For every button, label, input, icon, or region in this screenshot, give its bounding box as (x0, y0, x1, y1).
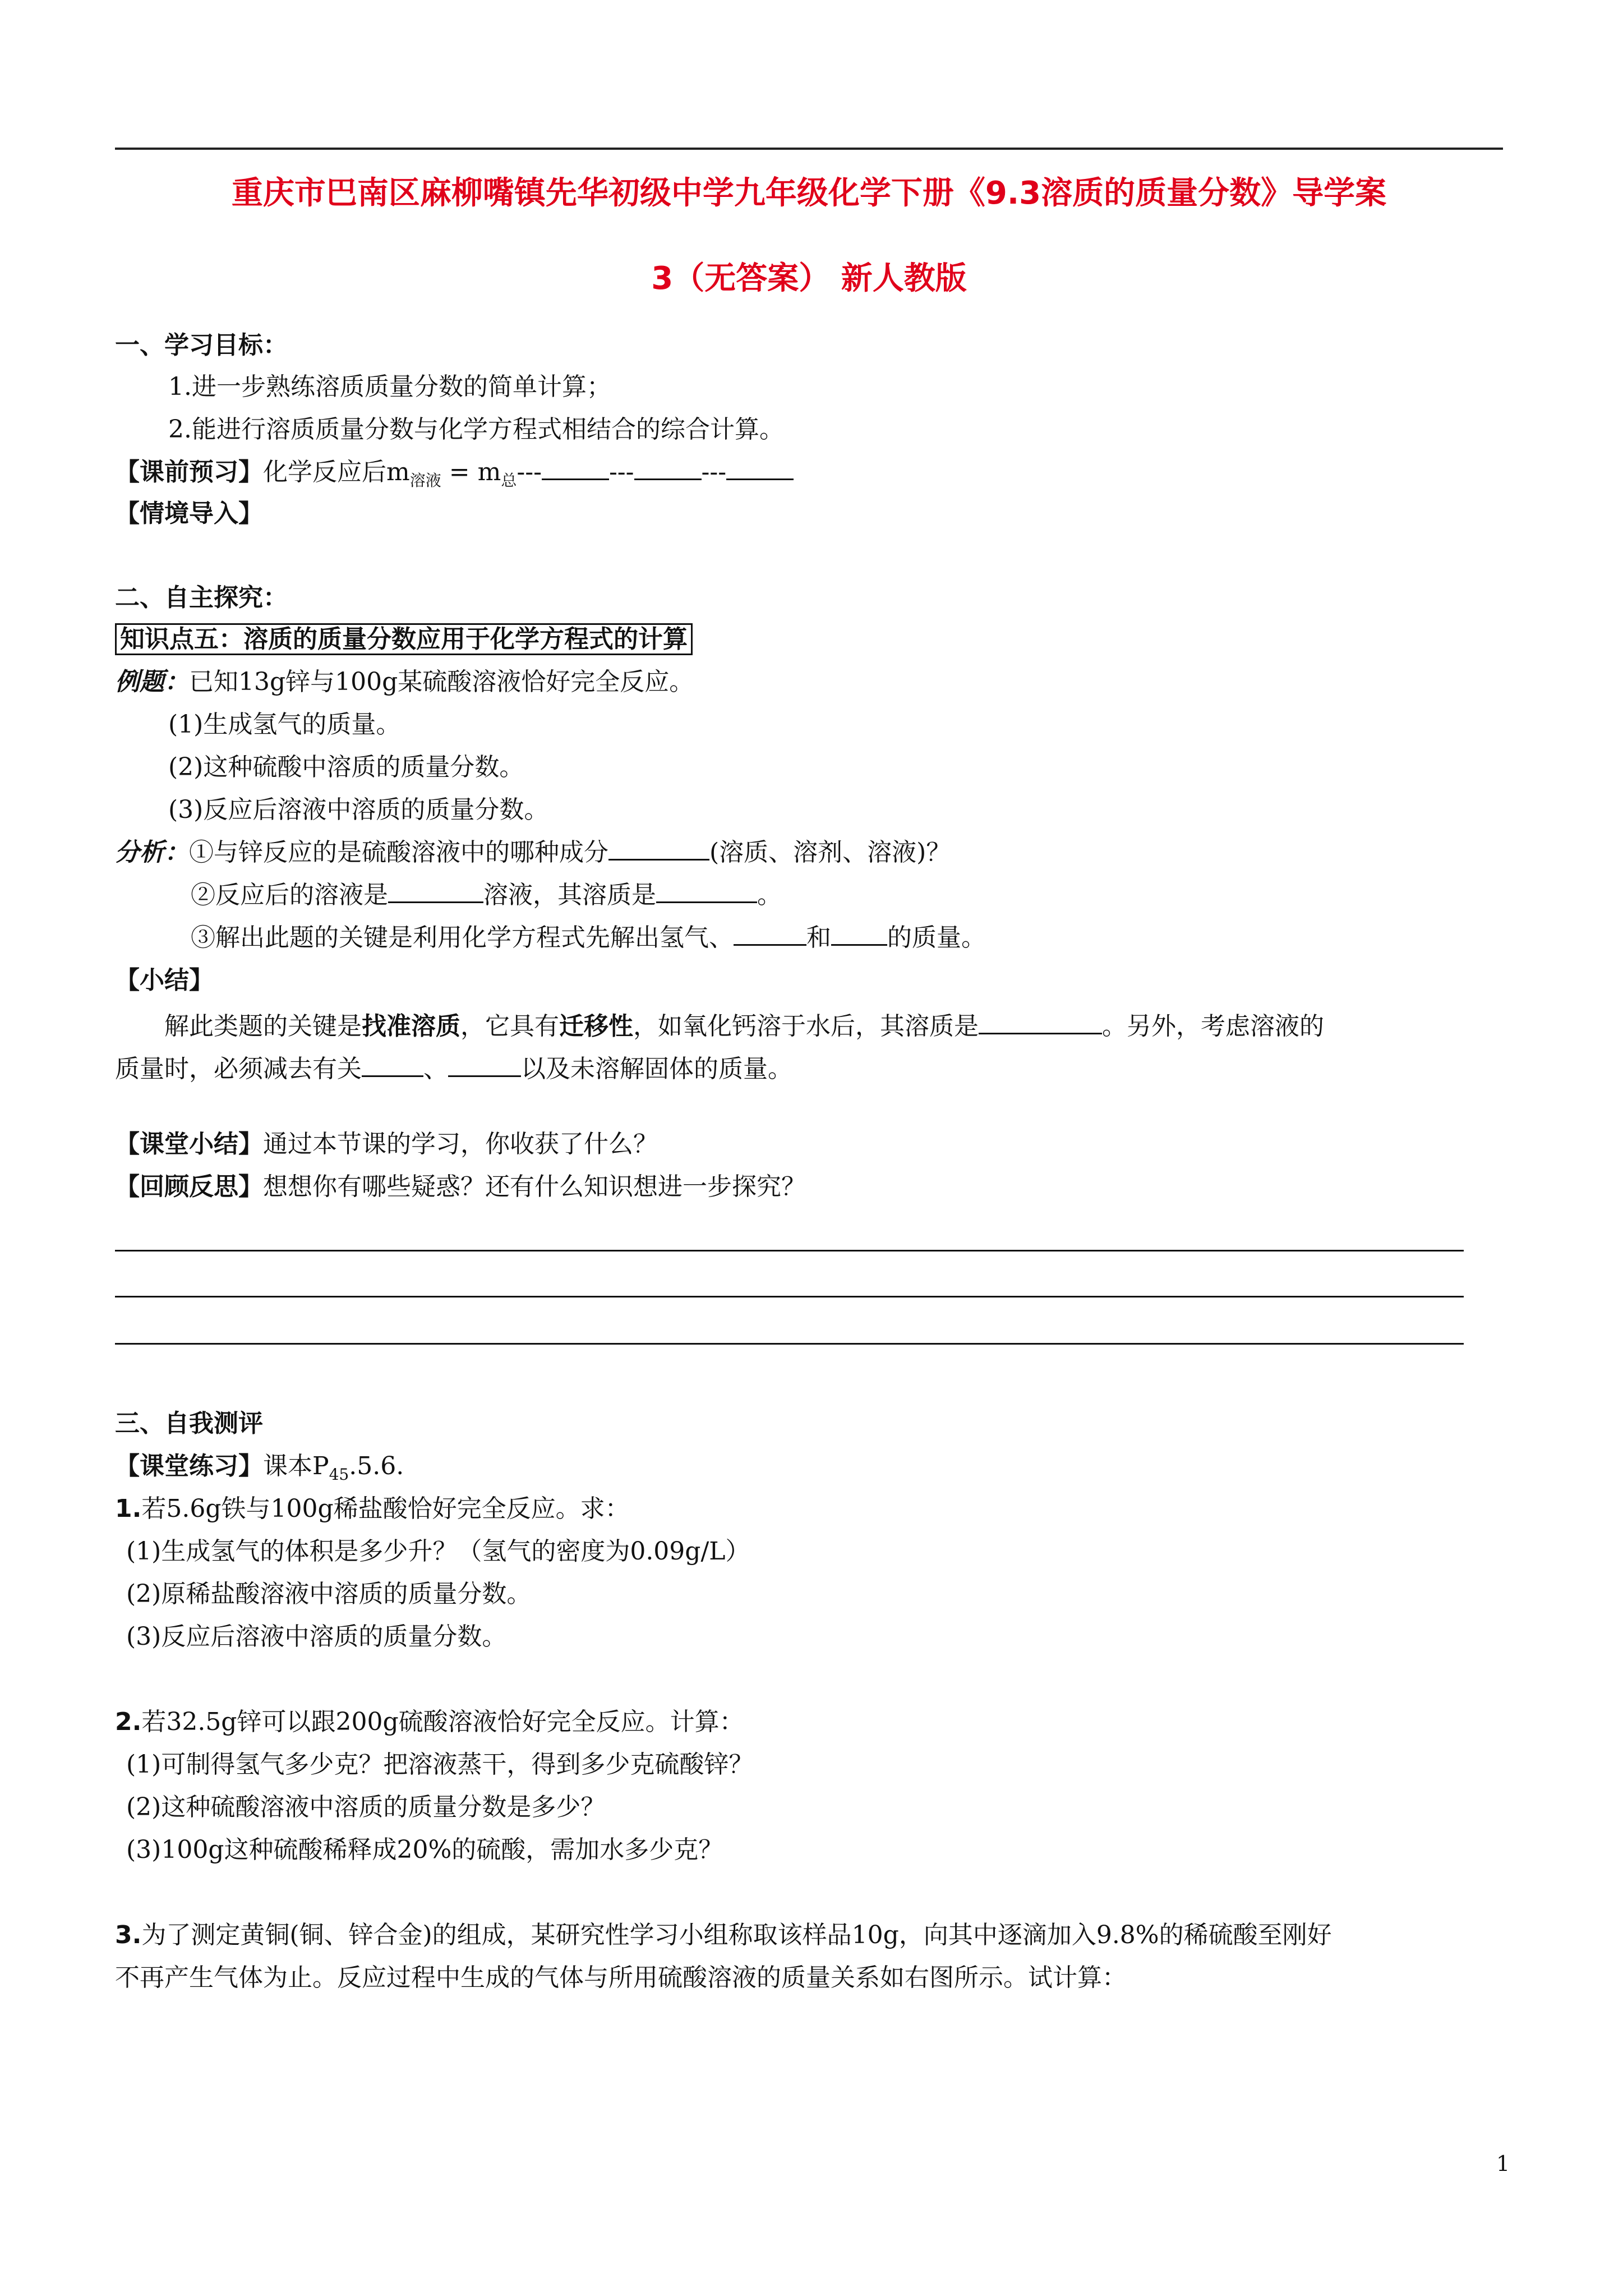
goal-2: 2.能进行溶质质量分数与化学方程式相结合的综合计算。 (168, 415, 784, 444)
analysis-blank-1 (608, 836, 709, 861)
section2-heading: 二、自主探究： (115, 583, 288, 612)
analysis-blank-4 (734, 922, 806, 946)
analysis-blank-5 (831, 922, 887, 946)
class-summary-label: 【课堂小结】 (115, 1130, 263, 1158)
title-line-2: 3（无答案） 新人教版 (651, 260, 967, 297)
reflection-label: 【回顾反思】 (115, 1172, 263, 1201)
example-item-2: (2)这种硫酸中溶质的质量分数。 (168, 753, 524, 781)
analysis-label: 分析： (115, 838, 189, 867)
goal-1: 1.进一步熟练溶质质量分数的简单计算； (168, 372, 611, 401)
q1-item-2: (2)原稀盐酸溶液中溶质的质量分数。 (126, 1580, 532, 1608)
summary-blank-1 (979, 1010, 1102, 1034)
class-summary-line: 【课堂小结】通过本节课的学习，你收获了什么？ (115, 1130, 658, 1158)
preview-blank-3 (726, 456, 794, 480)
q1-item-3: (3)反应后溶液中溶质的质量分数。 (126, 1622, 507, 1651)
summary-blank-3 (448, 1053, 521, 1077)
preview-blank-1 (542, 456, 609, 480)
page-number: 1 (1496, 2151, 1510, 2176)
preview-line: 【课前预习】化学反应后$m_{溶液} = m_总---$ --- --- (115, 455, 794, 498)
q1-item-1: (1)生成氢气的体积是多少升？（氢气的密度为0.09g/L） (126, 1537, 750, 1566)
analysis-line-1: 分析：①与锌反应的是硫酸溶液中的哪种成分 (溶质、溶剂、溶液)？ (115, 836, 951, 869)
q2-item-1: (1)可制得氢气多少克？把溶液蒸干，得到多少克硫酸锌？ (126, 1750, 754, 1779)
analysis-blank-3 (656, 879, 757, 903)
analysis-line-3: ③解出此题的关键是利用化学方程式先解出氢气、 和 的质量。 (191, 921, 986, 955)
answer-line-1 (115, 1250, 1464, 1251)
analysis-blank-2 (388, 879, 483, 903)
question-1: 1.若5.6g铁与100g稀盐酸恰好完全反应。求： (115, 1494, 630, 1523)
situation-label: 【情境导入】 (115, 499, 263, 528)
section3-heading: 三、自我测评 (115, 1409, 263, 1438)
preview-label: 【课前预习】 (115, 458, 263, 486)
summary-label: 【小结】 (115, 966, 214, 995)
example-item-3: (3)反应后溶液中溶质的质量分数。 (168, 795, 549, 824)
example-line: 例题：已知13g锌与100g某硫酸溶液恰好完全反应。 (115, 668, 694, 696)
summary-paragraph: 解此类题的关键是找准溶质，它具有迁移性，如氧化钙溶于水后，其溶质是 。另外，考虑溶液的 质量时，必须减去有关 、 以及未溶解固体的质量。 (115, 1005, 1503, 1091)
practice-label: 【课堂练习】 (115, 1452, 263, 1480)
preview-blank-2 (634, 456, 702, 480)
knowledge-box: 知识点五：溶质的质量分数应用于化学方程式的计算 (115, 623, 693, 656)
example-item-1: (1)生成氢气的质量。 (168, 710, 401, 739)
answer-line-2 (115, 1296, 1464, 1297)
question-3-line-1: 3.为了测定黄铜(铜、锌合金)的组成，某研究性学习小组称取该样品10g，向其中逐滴加入9.8%的稀硫酸至刚好 (115, 1921, 1332, 1949)
analysis-line-2: ②反应后的溶液是 溶液，其溶质是 。 (191, 878, 782, 912)
reflection-line: 【回顾反思】想想你有哪些疑惑？还有什么知识想进一步探究？ (115, 1172, 806, 1201)
q2-item-2: (2)这种硫酸溶液中溶质的质量分数是多少？ (126, 1793, 606, 1821)
section1-heading: 一、学习目标： (115, 331, 288, 360)
summary-blank-2 (362, 1053, 423, 1077)
practice-line: 【课堂练习】课本$P_{45}.5.6$. (115, 1452, 404, 1484)
header-rule (115, 148, 1503, 150)
q2-item-3: (3)100g这种硫酸稀释成20%的硫酸，需加水多少克？ (126, 1835, 723, 1864)
answer-line-3 (115, 1343, 1464, 1345)
question-3-line-2: 不再产生气体为止。反应过程中生成的气体与所用硫酸溶液的质量关系如右图所示。试计算： (115, 1963, 1127, 1992)
title-line-1: 重庆市巴南区麻柳嘴镇先华初级中学九年级化学下册《9.3溶质的质量分数》导学案 (231, 175, 1387, 211)
example-label: 例题： (115, 668, 189, 696)
question-2: 2.若32.5g锌可以跟200g硫酸溶液恰好完全反应。计算： (115, 1708, 744, 1736)
